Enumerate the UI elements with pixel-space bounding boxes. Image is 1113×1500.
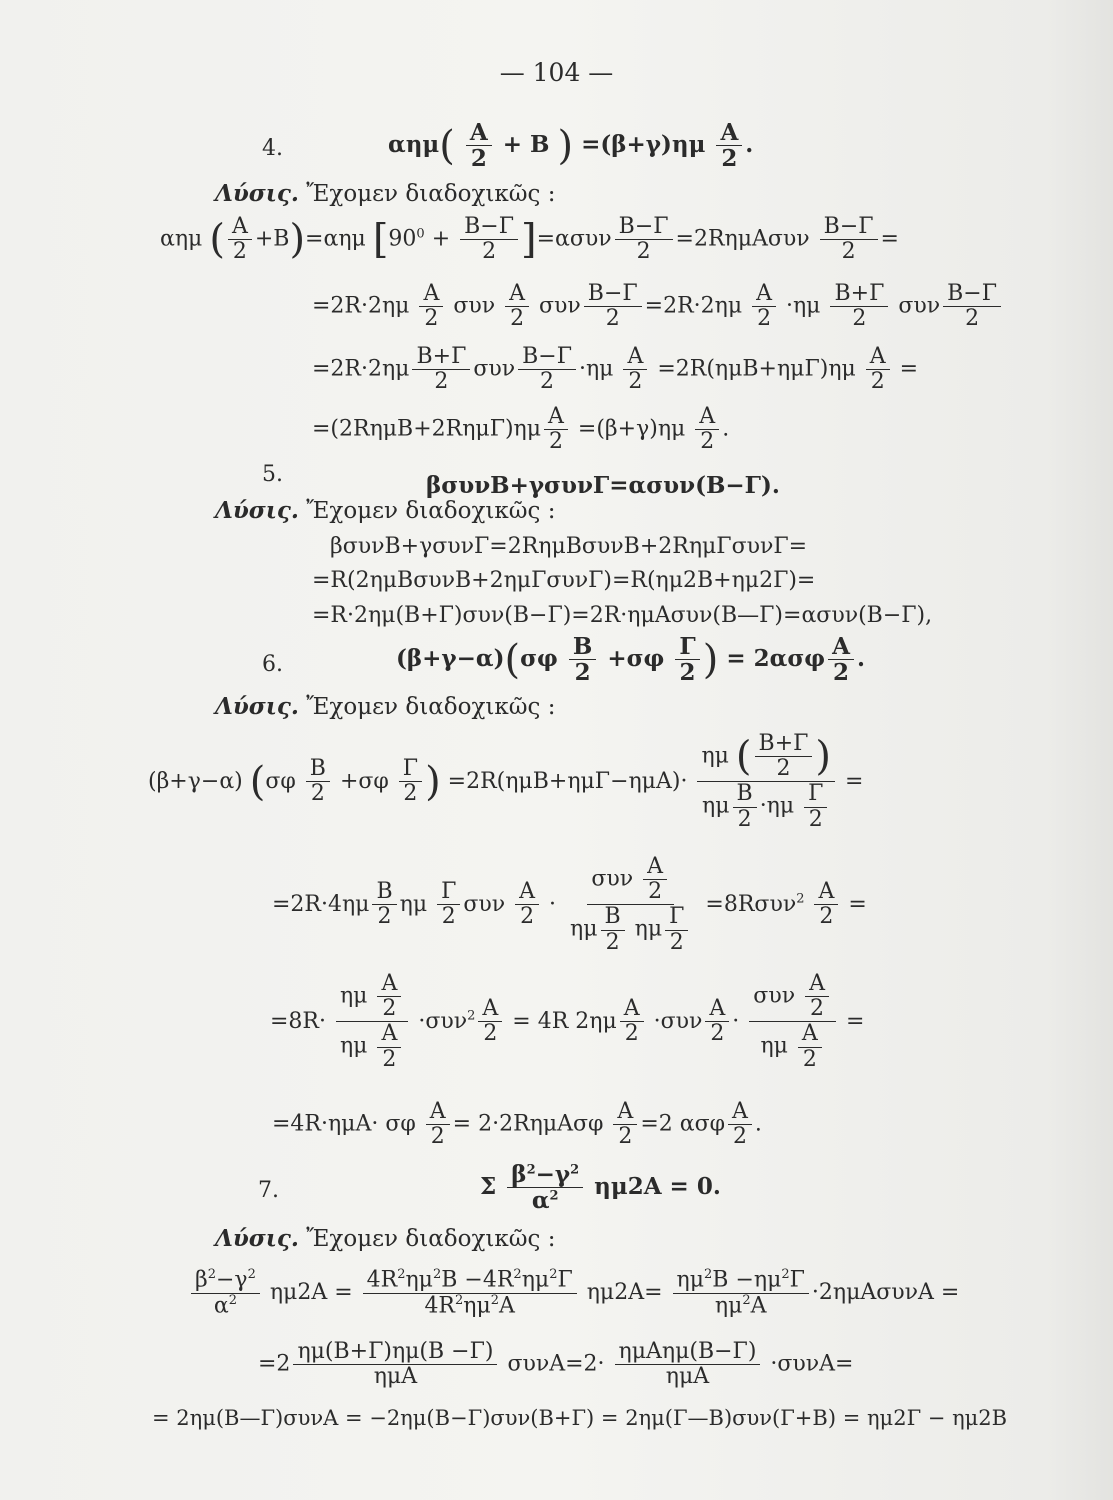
derivation-line: =(2RημB+2RημΓ)ημ $\frac{A}{2}$ =(β+γ)ημ $\frac{A}{2}$ . <box>312 404 730 455</box>
derivation-line: =2 $\frac{\eta\mu(B+\Gamma)\eta\mu(B -\Gamma)}{\text{ημA}}$ συνA=2· $\frac{\text{ημAημ(B−Γ)}}{\text{ημA}}$ ·συνA= <box>258 1339 854 1390</box>
problem-statement: Σ $\frac{\beta^2-\gamma^2}{\alpha^2}$ ημ2A = 0. <box>480 1161 721 1215</box>
solution-heading: Λύσις. Ἔχομεν διαδοχικῶς : <box>215 497 556 524</box>
derivation-line: =R(2ημBσυνB+2ημΓσυνΓ)=R(ημ2B+ημ2Γ)= <box>312 568 816 593</box>
solution-heading: Λύσις. Ἔχομεν διαδοχικῶς : <box>215 693 556 720</box>
derivation-line: =R·2ημ(B+Γ)συν(B−Γ)=2R·ημAσυν(B—Γ)=ασυν(B−Γ), <box>312 603 933 628</box>
derivation-line: =2R·4ημ $\frac{B}{2}$ ημ $\frac{\Gamma}{2}$ συν $\frac{A}{2}$ · συν $\frac{A}{2}$ ημ $\frac{B}{2}$ ημ $\frac{\Gamma}{2}$ =8Rσυν$^2$ $\frac{A}{2}$ = <box>272 854 867 955</box>
problem-statement: βσυνB+γσυνΓ=ασυν(B−Γ). <box>426 472 780 499</box>
derivation-line: (β+γ−α) (σφ $\frac{B}{2}$ +σφ $\frac{\Gamma}{2}$ ) =2R(ημB+ημΓ−ημA)· ημ ( $\frac{B+\Gamma}{2}$ ) ημ $\frac{B}{2}$ ·ημ $\frac{\Gamma}{2}$ = <box>148 731 864 832</box>
problem-number: 7. <box>258 1178 279 1203</box>
derivation-line: = 2ημ(B—Γ)συνA = −2ημ(B−Γ)συν(B+Γ) = 2ημ(Γ—B)συν(Γ+B) = ημ2Γ − ημ2B <box>152 1406 1008 1430</box>
problem-statement: αημ( $\frac{A}{2}$ + B ) =(β+γ)ημ $\frac{A}{2}$ . <box>388 119 754 173</box>
solution-heading: Λύσις. Ἔχομεν διαδοχικῶς : <box>215 1225 556 1252</box>
derivation-line: =4R·ημA· σφ $\frac{A}{2}$ = 2·2RημAσφ $\frac{A}{2}$ =2 ασφ $\frac{A}{2}$ . <box>272 1099 762 1150</box>
page-number: — 104 — <box>499 58 614 87</box>
problem-number: 4. <box>262 136 283 161</box>
derivation-line: $\frac{\beta^2-\gamma^2}{\alpha^2}$ ημ2A = $\frac{4R^2\eta\mu^2B -4R^2\eta\mu^2\Gamma}{4R^2\eta\mu^2A}$ ημ2A= $\frac{\eta\mu^2B -\eta\mu^2\Gamma}{\eta\mu^2A}$ ·2ημAσυνA = <box>188 1268 959 1318</box>
problem-number: 5. <box>262 462 283 487</box>
derivation-line: =2R·2ημ $\frac{B+\Gamma}{2}$ συν $\frac{B-\Gamma}{2}$ ·ημ $\frac{A}{2}$ =2R(ημB+ημΓ)ημ $\frac{A}{2}$ = <box>312 344 919 395</box>
derivation-line: αημ ( $\frac{A}{2}$ +B)=αημ [$90^0$ + $\frac{B-\Gamma}{2}$ ]=ασυν $\frac{B-\Gamma}{2}$ =2RημAσυν $\frac{B-\Gamma}{2}$ = <box>160 214 899 265</box>
problem-number: 6. <box>262 652 283 677</box>
derivation-line: =8R· ημ $\frac{A}{2}$ ημ $\frac{A}{2}$ ·συν$^2$ $\frac{A}{2}$ = 4R 2ημ $\frac{A}{2}$ ·συν $\frac{A}{2}$ · συν $\frac{A}{2}$ ημ $\frac{A}{2}$ = <box>270 971 865 1072</box>
derivation-line: =2R·2ημ $\frac{A}{2}$ συν $\frac{A}{2}$ συν $\frac{B-\Gamma}{2}$ =2R·2ημ $\frac{A}{2}$ ·ημ $\frac{B+\Gamma}{2}$ συν $\frac{B-\Gamma}{2}$ <box>312 282 1004 331</box>
problem-statement: (β+γ−α)(σφ $\frac{B}{2}$ +σφ $\frac{\Gamma}{2}$ ) = 2ασφ $\frac{A}{2}$ . <box>396 633 865 687</box>
derivation-line: βσυνB+γσυνΓ=2RημBσυνB+2RημΓσυνΓ= <box>330 534 808 559</box>
solution-heading: Λύσις. Ἔχομεν διαδοχικῶς : <box>215 180 556 207</box>
